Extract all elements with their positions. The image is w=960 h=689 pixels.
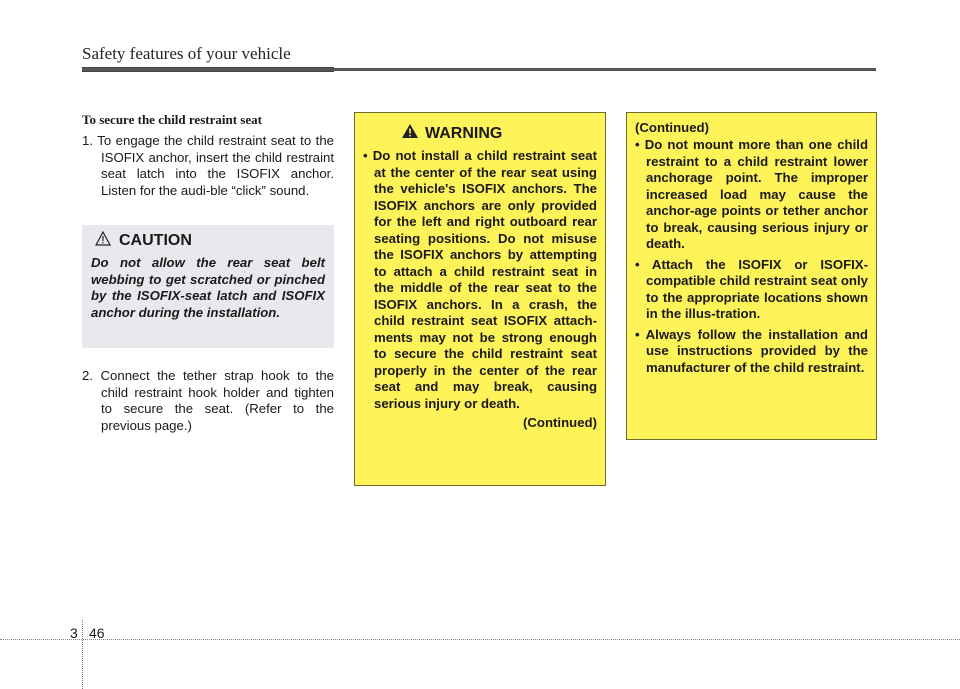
caution-title: CAUTION [119, 232, 192, 249]
warning2-bullet-3: • Always follow the installation and use instructions provided by the manufacturer of the child restraint. [635, 326, 868, 375]
section-subheading: To secure the child restraint seat [82, 112, 262, 127]
caution-body: Do not allow the rear seat belt webbing to get scratched or pinched by the ISOFIX-seat latch and ISOFIX anchor during the installation. [91, 255, 325, 320]
page-number: 46 [89, 625, 105, 641]
warning-bullet-1: • Do not install a child restraint seat at the center of the rear seat using the vehicle's ISOFIX anchors. The ISOFIX anchors are only provided for the left and right outboard rear seating positions. Do not misuse the ISOFIX anchors by attempting to attach a child restraint seat in the middle of the rear seat to the ISOFIX anchors. In a crash, the child restraint seat ISOFIX attach-ments may not be strong enough to secure the child restraint seat properly in the center of the rear seat and may break, causing serious injury or death. [363, 148, 597, 411]
warning-continued-box [626, 112, 877, 440]
warning-triangle-icon [401, 123, 419, 144]
continued-label: (Continued) [635, 120, 709, 135]
warning2-bullet-2: • Attach the ISOFIX or ISOFIX-compatible child restraint seat only to the appropriate locations shown in the illus-tration. [635, 256, 868, 321]
footer-rule [0, 639, 960, 640]
step-2-text: 2. Connect the tether strap hook to the child restraint hook holder and tighten to secure the seat. (Refer to the previous page.) [82, 368, 334, 433]
warning-header [401, 123, 597, 144]
warning2-bullet-1: • Do not mount more than one child restraint to a child restraint lower anchorage point. The improper increased load may cause the anchor-age points or tether anchor to break, causing serious injury or death. [635, 137, 868, 251]
step-1-text: 1. To engage the child restraint seat to the ISOFIX anchor, insert the child restraint seat latch into the ISOFIX anchor. Listen for the audi-ble “click” sound. [82, 133, 334, 198]
chapter-number: 3 [70, 625, 78, 641]
header-rule [82, 68, 876, 71]
warning-continued-label: (Continued) [523, 415, 597, 430]
warning-box [354, 112, 606, 486]
page-header-title: Safety features of your vehicle [82, 44, 291, 63]
caution-header [95, 231, 325, 251]
warning-title: WARNING [425, 124, 503, 142]
step-2-block [82, 368, 334, 434]
caution-box [82, 225, 334, 348]
footer-separator [82, 620, 84, 689]
left-column [82, 112, 334, 199]
caution-triangle-icon [95, 231, 111, 251]
